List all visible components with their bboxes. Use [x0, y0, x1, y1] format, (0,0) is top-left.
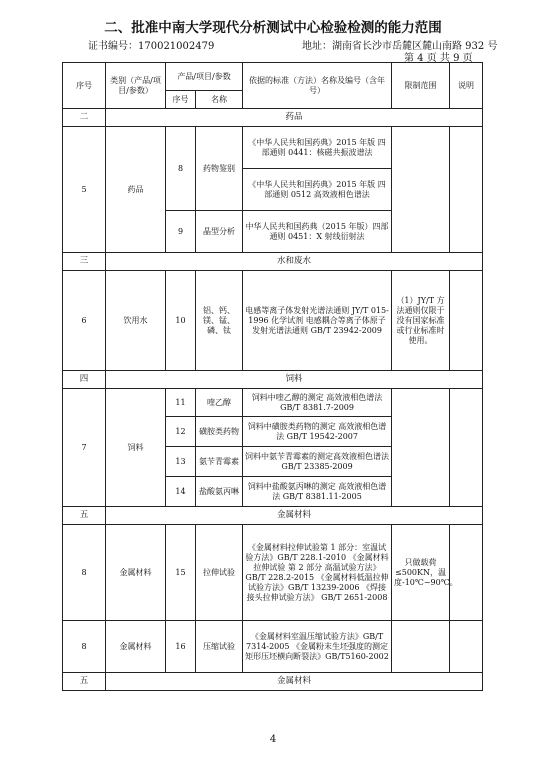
standard-text: 《中华人民共和国药典》2015 年版 四部通则 0512 高效液相色谱法: [243, 169, 392, 211]
row-seq: 7: [63, 389, 106, 507]
limit-cell: （1）JY/T 方法通则仅限于没有国家标准或行业标准时使用。: [392, 271, 450, 371]
table-row: [63, 389, 483, 417]
row-category: 饮用水: [106, 271, 166, 371]
item-name: 晶型分析: [196, 211, 243, 253]
item-number: 13: [166, 447, 196, 477]
note-cell: [450, 127, 483, 253]
page-title: 二、批准中南大学现代分析测试中心检验检测的能力范围: [104, 20, 442, 36]
capability-table: [62, 62, 483, 691]
section-name: 饲料: [106, 371, 483, 389]
standard-text: 电感等离子体发射光谱法通则 JY/T 015-1996 化学试剂 电感耦合等离子体原子发射光谱法通则 GB/T 23942-2009: [243, 271, 392, 371]
item-name: 氨苄青霉素: [196, 447, 243, 477]
header-seq2: 序号: [166, 91, 196, 109]
item-number: 10: [166, 271, 196, 371]
section-row: [63, 109, 483, 127]
standard-text: 饲料中盐酸氨丙啉的测定 高效液相色谱法 GB/T 8381.11-2005: [243, 477, 392, 507]
table-row: [63, 127, 483, 169]
header-limit: 限制范围: [392, 63, 450, 109]
section-name: 金属材料: [106, 673, 483, 691]
section-number: 二: [63, 109, 106, 127]
item-number: 14: [166, 477, 196, 507]
section-row: [63, 673, 483, 691]
limit-cell: 只做载荷≤500KN，温度-10℃~90℃。: [392, 525, 450, 621]
certificate-number: 证书编号：170021002479: [88, 41, 215, 52]
table-row: [63, 271, 483, 371]
section-number: 四: [63, 371, 106, 389]
header-product: 产品/项目/参数: [166, 63, 243, 91]
item-name: 压缩试验: [196, 621, 243, 673]
section-number: 三: [63, 253, 106, 271]
row-category: 饲料: [106, 389, 166, 507]
header-seq: 序号: [63, 63, 106, 109]
row-seq: 8: [63, 621, 106, 673]
item-name: 铝、钙、镁、锰、磷、钛: [196, 271, 243, 371]
section-row: [63, 253, 483, 271]
limit-cell: [392, 389, 450, 507]
item-number: 12: [166, 417, 196, 447]
table-row: [63, 621, 483, 673]
item-number: 8: [166, 127, 196, 211]
row-seq: 5: [63, 127, 106, 253]
standard-text: 饲料中喹乙醇的测定 高效液相色谱法 GB/T 8381.7-2009: [243, 389, 392, 417]
row-category: 金属材料: [106, 525, 166, 621]
limit-cell: [392, 621, 450, 673]
item-number: 15: [166, 525, 196, 621]
standard-text: 《金属材料室温压缩试验方法》GB/T 7314-2005 《金属粉末生坯强度的测定矩形压坯横向断裂法》GB/T5160-2002: [243, 621, 392, 673]
section-name: 水和废水: [106, 253, 483, 271]
table-header-row: [63, 63, 483, 91]
note-cell: [450, 621, 483, 673]
table-row: [63, 525, 483, 621]
page-indicator: 第 4 页 共 9 页: [404, 53, 473, 64]
header-note: 说明: [450, 63, 483, 109]
section-name: 金属材料: [106, 507, 483, 525]
item-number: 16: [166, 621, 196, 673]
item-number: 9: [166, 211, 196, 253]
note-cell: [450, 525, 483, 621]
row-category: 金属材料: [106, 621, 166, 673]
address: 地址：湖南省长沙市岳麓区麓山南路 932 号: [302, 41, 498, 52]
limit-cell: [392, 127, 450, 253]
item-name: 拉伸试验: [196, 525, 243, 621]
standard-text: 饲料中磺胺类药物的测定 高效液相色谱法 GB/T 19542-2007: [243, 417, 392, 447]
section-name: 药品: [106, 109, 483, 127]
section-row: [63, 371, 483, 389]
item-name: 盐酸氨丙啉: [196, 477, 243, 507]
item-number: 11: [166, 389, 196, 417]
standard-text: 《金属材料拉伸试验第 1 部分：室温试验方法》GB/T 228.1-2010 《金属材料 拉伸试验 第 2 部分 高温试验方法》GB/T 228.2-2015 《金属材料低温拉伸试验方法》GB/T 13239-2006 《焊接接头拉伸试验方法》 GB/T 2651-2008: [243, 525, 392, 621]
header-category: 类别（产品/项目/参数）: [106, 63, 166, 109]
item-name: 喹乙醇: [196, 389, 243, 417]
note-cell: [450, 271, 483, 371]
item-name: 药物鉴别: [196, 127, 243, 211]
section-row: [63, 507, 483, 525]
page-number: 4: [269, 734, 277, 745]
row-category: 药品: [106, 127, 166, 253]
row-seq: 6: [63, 271, 106, 371]
section-number: 五: [63, 507, 106, 525]
item-name: 磺胺类药物: [196, 417, 243, 447]
section-number: 五: [63, 673, 106, 691]
row-seq: 8: [63, 525, 106, 621]
standard-text: 饲料中氨苄青霉素的测定高效液相色谱法 GB/T 23385-2009: [243, 447, 392, 477]
standard-text: 《中华人民共和国药典》2015 年版 四部通则 0441：核磁共振波谱法: [243, 127, 392, 169]
standard-text: 中华人民共和国药典（2015 年版）四部通则 0451：X 射线衍射法: [243, 211, 392, 253]
header-name: 名称: [196, 91, 243, 109]
note-cell: [450, 389, 483, 507]
header-standard: 依据的标准（方法）名称及编号（含年号）: [243, 63, 392, 109]
